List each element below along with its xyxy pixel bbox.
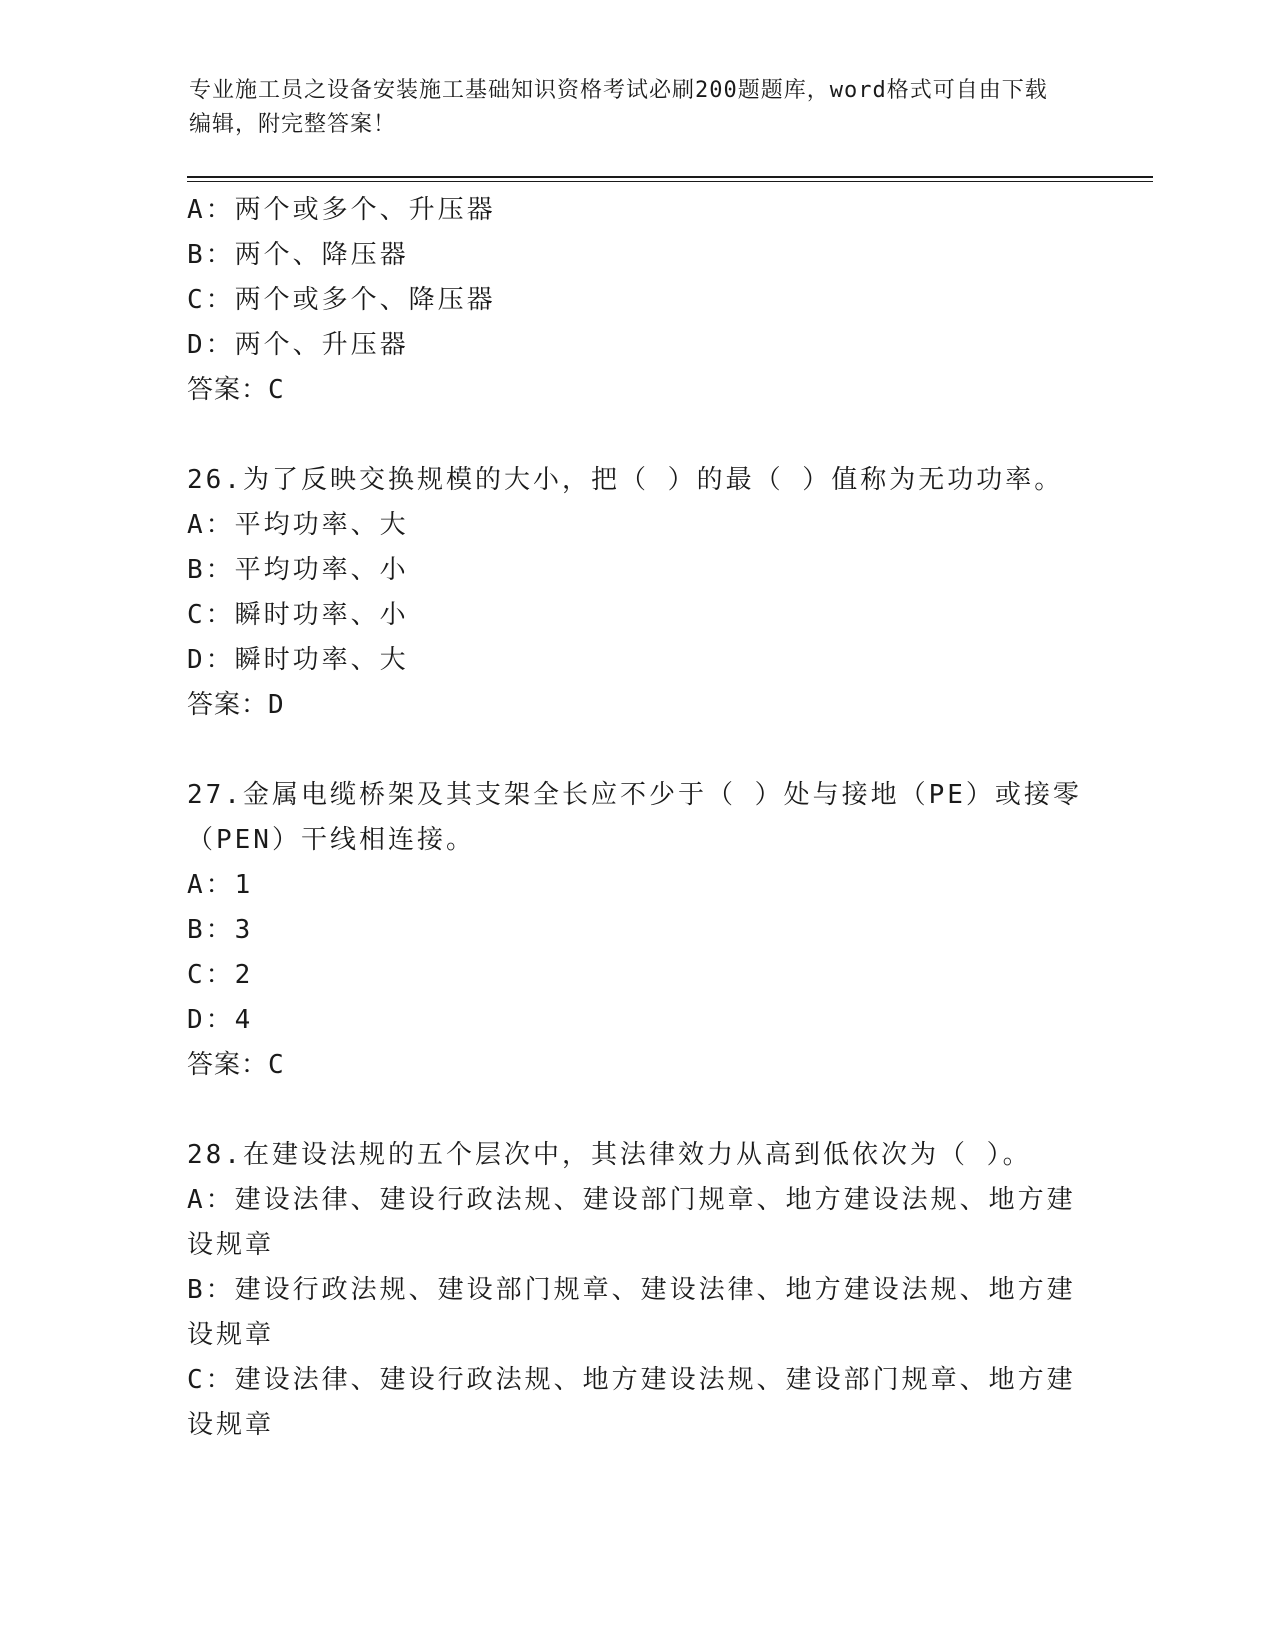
option-d: D：4 — [187, 1005, 254, 1035]
option-d: D：瞬时功率、大 — [187, 645, 409, 675]
option-c: C：建设法律、建设行政法规、地方建设法规、建设部门规章、地方建设规章 — [187, 1365, 1076, 1440]
question-28-stem: 28.在建设法规的五个层次中，其法律效力从高到低依次为（ ）。 — [187, 1140, 1032, 1170]
option-a: A：平均功率、大 — [187, 510, 409, 540]
option-c: C：瞬时功率、小 — [187, 600, 409, 630]
header-divider-thin — [187, 181, 1153, 182]
document-body — [187, 188, 1087, 1448]
header-divider-thick — [187, 176, 1153, 178]
answer-line: 答案：C — [187, 1050, 285, 1080]
option-a: A：两个或多个、升压器 — [187, 195, 496, 225]
option-a: A：建设法律、建设行政法规、建设部门规章、地方建设法规、地方建设规章 — [187, 1185, 1076, 1260]
question-27-stem: 27.金属电缆桥架及其支架全长应不少于（ ）处与接地（PE）或接零（PEN）干线相连接。 — [187, 780, 1082, 855]
option-d: D：两个、升压器 — [187, 330, 409, 360]
question-26-stem: 26.为了反映交换规模的大小，把（ ）的最（ ）值称为无功功率。 — [187, 465, 1064, 495]
answer-line: 答案：C — [187, 375, 285, 405]
option-a: A：1 — [187, 870, 254, 900]
option-b: B：建设行政法规、建设部门规章、建设法律、地方建设法规、地方建设规章 — [187, 1275, 1076, 1350]
option-b: B：两个、降压器 — [187, 240, 409, 270]
option-c: C：两个或多个、降压器 — [187, 285, 496, 315]
option-b: B：3 — [187, 915, 254, 945]
option-b: B：平均功率、小 — [187, 555, 409, 585]
document-header: 专业施工员之设备安装施工基础知识资格考试必刷200题题库，word格式可自由下载编辑，附完整答案！ — [189, 78, 1048, 137]
option-c: C：2 — [187, 960, 254, 990]
answer-line: 答案：D — [187, 690, 285, 720]
